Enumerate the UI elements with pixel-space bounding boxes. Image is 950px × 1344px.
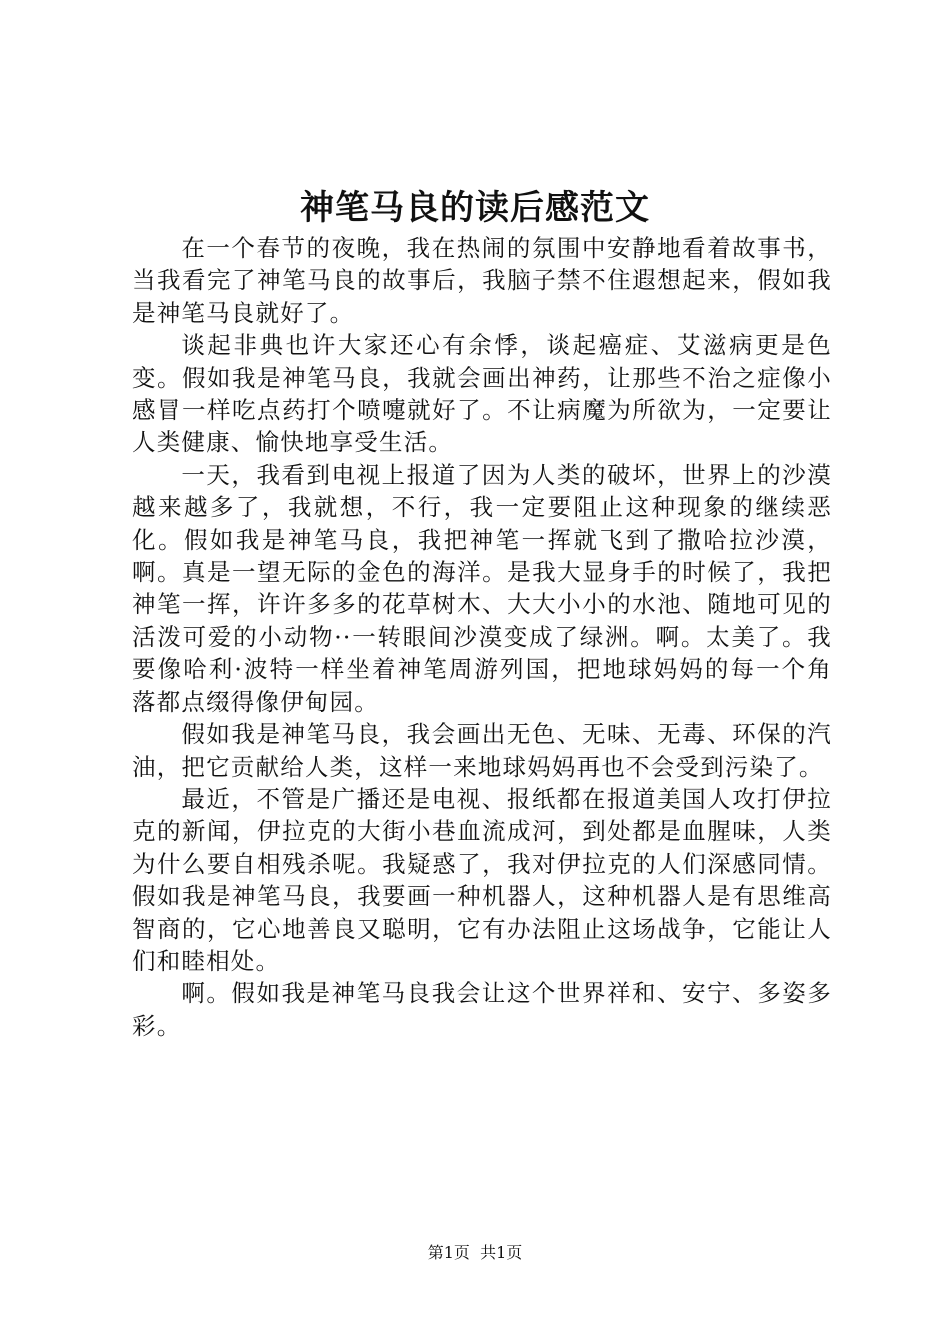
page-total: 共1页 — [480, 1243, 523, 1262]
paragraph: 假如我是神笔马良，我会画出无色、无味、无毒、环保的汽油，把它贡献给人类，这样一来地球妈妈再也不会受到污染了。 — [132, 720, 832, 781]
page-number: 第1页 — [427, 1243, 470, 1262]
paragraph: 谈起非典也许大家还心有余悸，谈起癌症、艾滋病更是色变。假如我是神笔马良，我就会画出神药，让那些不治之症像小感冒一样吃点药打个喷嚏就好了。不让病魔为所欲为，一定要让人类健康、愉快地享受生活。 — [132, 331, 832, 457]
document-title: 神笔马良的读后感范文 — [300, 188, 650, 228]
paragraph: 最近，不管是广播还是电视、报纸都在报道美国人攻打伊拉克的新闻，伊拉克的大街小巷血流成河，到处都是血腥味，人类为什么要自相残杀呢。我疑惑了，我对伊拉克的人们深感同情。假如我是神笔马良，我要画一种机器人，这种机器人是有思维高智商的，它心地善良又聪明，它有办法阻止这场战争，它能让人们和睦相处。 — [132, 784, 832, 975]
paragraph: 一天，我看到电视上报道了因为人类的破坏，世界上的沙漠越来越多了，我就想，不行，我一定要阻止这种现象的继续恶化。假如我是神笔马良，我把神笔一挥就飞到了撒哈拉沙漠，啊。真是一望无际的金色的海洋。是我大显身手的时候了，我把神笔一挥，许许多多的花草树木、大大小小的水池、随地可见的活泼可爱的小动物··一转眼间沙漠变成了绿洲。啊。太美了。我要像哈利·波特一样坐着神笔周游列国，把地球妈妈的每一个角落都点缀得像伊甸园。 — [132, 460, 832, 716]
paragraph: 在一个春节的夜晚，我在热闹的氛围中安静地看着故事书，当我看完了神笔马良的故事后，我脑子禁不住遐想起来，假如我是神笔马良就好了。 — [132, 234, 832, 327]
document-body — [132, 232, 832, 1042]
page-footer — [0, 1242, 950, 1264]
paragraph: 啊。假如我是神笔马良我会让这个世界祥和、安宁、多姿多彩。 — [132, 979, 832, 1040]
